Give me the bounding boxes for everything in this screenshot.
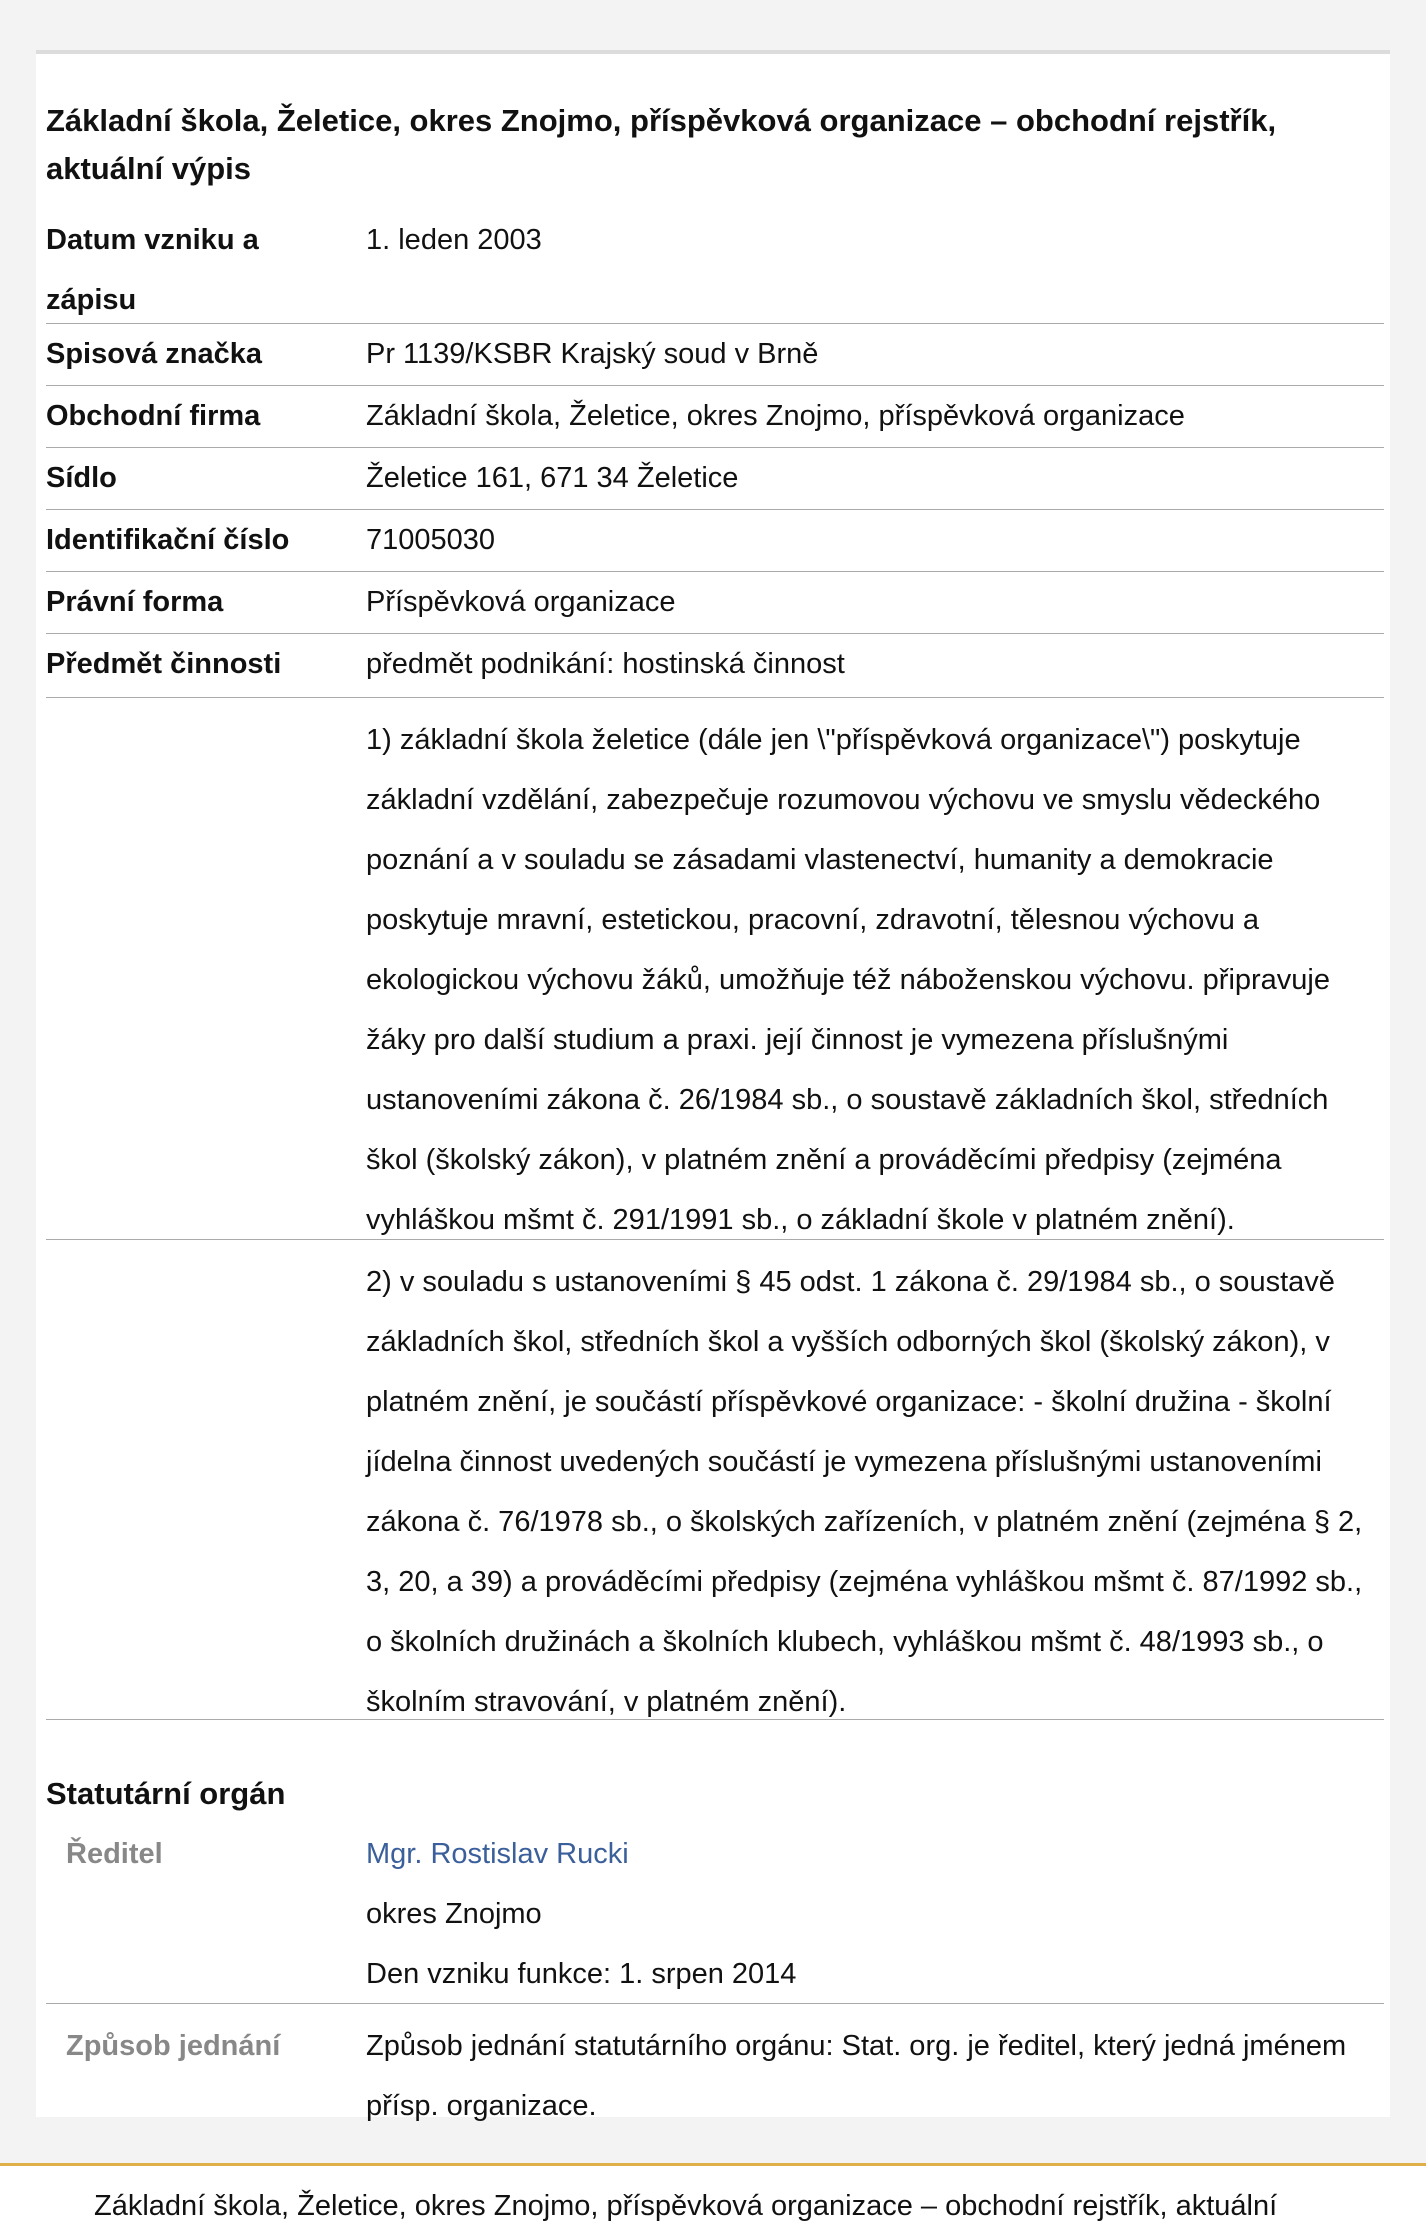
- row-label: Právní forma: [46, 586, 224, 618]
- row-legal-form: [46, 572, 1384, 634]
- director-district: okres Znojmo: [366, 1898, 542, 1930]
- footer-bar: [0, 2163, 1426, 2236]
- row-label: Spisová značka: [46, 338, 262, 370]
- row-value: Základní škola, Želetice, okres Znojmo, příspěvková organizace: [366, 400, 1185, 432]
- conduct-label: Způsob jednání: [66, 2030, 281, 2062]
- row-activity-item-1: [46, 698, 1384, 1240]
- row-label: Identifikační číslo: [46, 524, 290, 556]
- activity-text: 2) v souladu s ustanoveními § 45 odst. 1 zákona č. 29/1984 sb., o soustavě základních škol, středních škol a vyšších odborných škol (školský zákon), v platném znění, je součástí příspěvkové organizace: - školní družina - školní jídelna činnost uvedených součástí je vymezena příslušnými ustanoveními zákona č. 76/1978 sb., o školských zařízeních, v platném znění (zejména § 2, 3, 20, a 39) a prováděcími předpisy (zejména vyhláškou mšmt č. 87/1992 sb., o školních družinách a školních klubech, vyhláškou mšmt č. 48/1993 sb., o školním stravování, v platném znění).: [366, 1266, 1363, 1718]
- row-founding-date: [46, 198, 1384, 324]
- row-value: 1. leden 2003: [366, 224, 542, 256]
- row-label: Datum vzniku a zápisu: [46, 224, 259, 316]
- row-label: Obchodní firma: [46, 400, 261, 432]
- director-since: Den vzniku funkce: 1. srpen 2014: [366, 1958, 797, 1990]
- row-file-number: [46, 324, 1384, 386]
- row-director: [46, 1824, 1384, 2004]
- row-value: Želetice 161, 671 34 Želetice: [366, 462, 739, 494]
- row-value: Příspěvková organizace: [366, 586, 676, 618]
- page-title: Základní škola, Želetice, okres Znojmo, příspěvková organizace – obchodní rejstřík, aktuální výpis: [46, 103, 1277, 186]
- row-value: 71005030: [366, 524, 496, 556]
- statutory-heading: Statutární orgán: [46, 1776, 286, 1811]
- conduct-value: Způsob jednání statutárního orgánu: Stat. org. je ředitel, který jedná jménem přísp. organizace.: [366, 2030, 1347, 2122]
- row-seat: [46, 448, 1384, 510]
- activity-text: 1) základní škola želetice (dále jen \"příspěvková organizace\") poskytuje základní vzdělání, zabezpečuje rozumovou výchovu ve smyslu vědeckého poznání a v souladu se zásadami vlastenectví, humanity a demokracie poskytuje mravní, estetickou, pracovní, zdravotní, tělesnou výchovu a ekologickou výchovu žáků, umožňuje též náboženskou výchovu. připravuje žáky pro další studium a praxi. její činnost je vymezena příslušnými ustanoveními zákona č. 26/1984 sb., o soustavě základních škol, středních škol (školský zákon), v platném znění a prováděcími předpisy (zejména vyhláškou mšmt č. 291/1991 sb., o základní škole v platném znění).: [366, 724, 1330, 1236]
- row-value: Pr 1139/KSBR Krajský soud v Brně: [366, 338, 819, 370]
- row-business-name: [46, 386, 1384, 448]
- row-label: Sídlo: [46, 462, 117, 494]
- row-business-activity: [46, 634, 1384, 698]
- director-label: Ředitel: [66, 1838, 163, 1870]
- row-label: Předmět činnosti: [46, 648, 282, 680]
- register-card: [36, 50, 1390, 2122]
- footer-text: Základní škola, Želetice, okres Znojmo, příspěvková organizace – obchodní rejstřík, aktuální: [94, 2190, 1278, 2222]
- row-value: předmět podnikání: hostinská činnost: [366, 648, 845, 680]
- row-conduct: [46, 2004, 1384, 2124]
- row-id-number: [46, 510, 1384, 572]
- row-activity-item-2: [46, 1240, 1384, 1720]
- director-name-link[interactable]: Mgr. Rostislav Rucki: [366, 1838, 629, 1870]
